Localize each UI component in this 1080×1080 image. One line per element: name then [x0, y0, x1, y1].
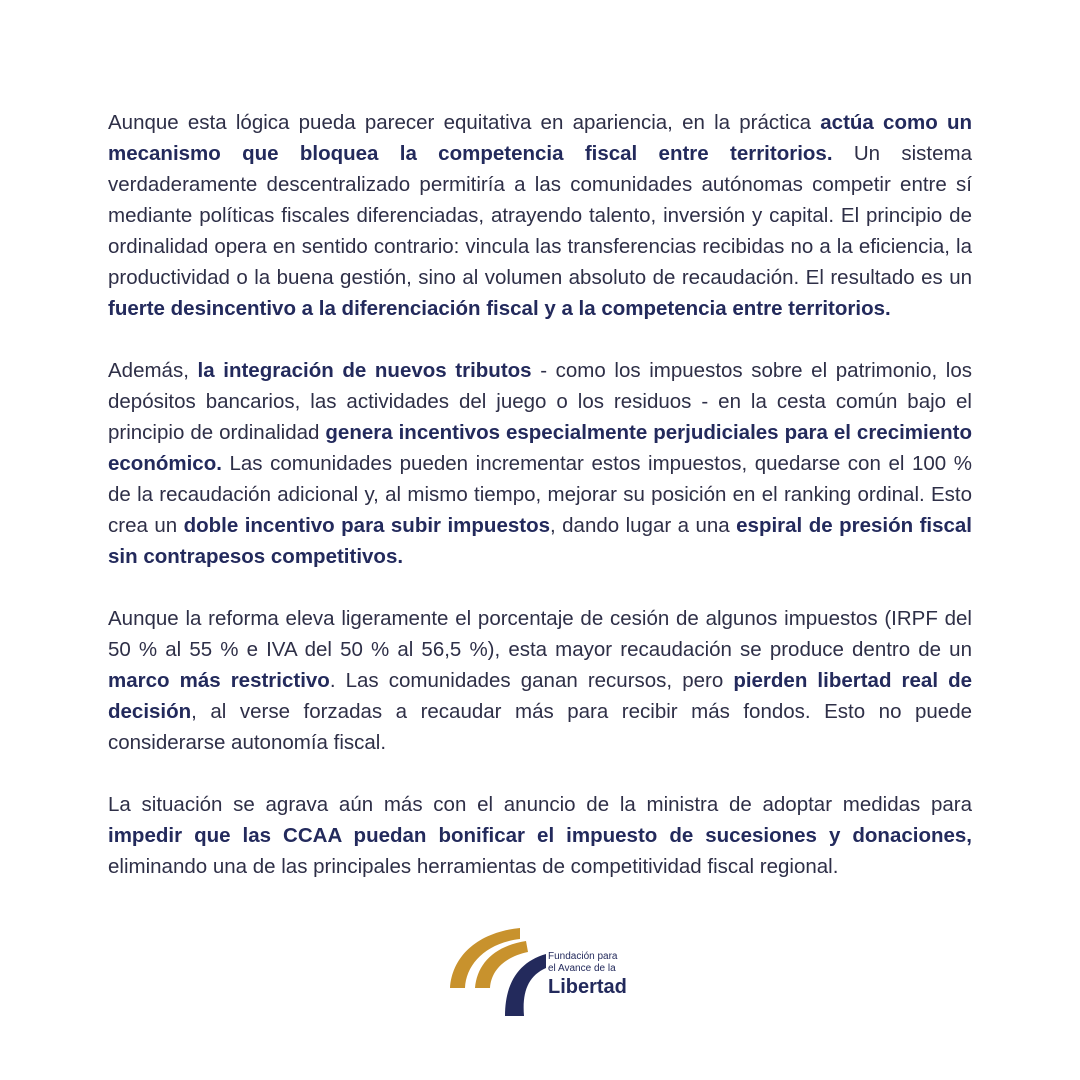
paragraph-2-text: , dando lugar a una — [550, 514, 737, 537]
paragraph-3-highlight: pierden libertad real de decisión — [108, 669, 973, 723]
paragraph-3-text: . Las comunidades ganan recursos, pero — [329, 669, 734, 692]
paragraph-4-text: La situación se agrava aún más con el anuncio de la ministra de adoptar medidas para — [108, 793, 972, 816]
paragraph-2-highlight: genera incentivos especialmente perjudiciales para el crecimiento económico. — [108, 421, 972, 475]
logo-line-2: el Avance de la — [548, 963, 616, 974]
logo-line-3: Libertad — [548, 976, 627, 998]
paragraph-2-text: Las comunidades pueden incrementar estos impuestos, quedarse con el 100 % de la recaudación adicional y, al mismo tiempo, mejorar su posición en el ranking ordinal. Esto crea un — [108, 452, 972, 537]
paragraph-1-highlight: fuerte desincentivo a la diferenciación fiscal y a la competencia entre territorios. — [108, 297, 891, 320]
paragraph-2-highlight: espiral de presión fiscal sin contrapesos competitivos. — [108, 514, 972, 568]
paragraph-2 — [108, 355, 972, 572]
arches-logo-icon — [448, 926, 548, 1018]
logo-line-1: Fundación para — [548, 951, 618, 962]
paragraph-1-highlight: actúa como un mecanismo que bloquea la competencia fiscal entre territorios. — [108, 111, 972, 165]
paragraph-1-text: Aunque esta lógica pueda parecer equitativa en apariencia, en la práctica — [108, 111, 821, 134]
paragraph-1 — [108, 107, 972, 324]
paragraph-2-highlight: la integración de nuevos tributos — [197, 359, 532, 382]
article-body — [108, 107, 972, 882]
paragraph-4 — [108, 789, 972, 882]
logo-wordmark — [548, 951, 627, 999]
paragraph-4-text: eliminando una de las principales herramientas de competitividad fiscal regional. — [108, 855, 839, 878]
paragraph-2-text: - como los impuestos sobre el patrimonio, los depósitos bancarios, las actividades del juego o los residuos - en la cesta común bajo el principio de ordinalidad — [108, 359, 972, 444]
paragraph-2-text: Además, — [108, 359, 198, 382]
paragraph-1-text: Un sistema verdaderamente descentralizado permitiría a las comunidades autónomas competir entre sí mediante políticas fiscales diferenciadas, atrayendo talento, inversión y capital. El principio de ordinalidad opera en sentido contrario: vincula las transferencias recibidas no a la eficiencia, la productividad o la buena gestión, sino al volumen absoluto de recaudación. El resultado es un — [108, 142, 972, 289]
paragraph-3-text: Aunque la reforma eleva ligeramente el porcentaje de cesión de algunos impuestos (IRPF del 50 % al 55 % e IVA del 50 % al 56,5 %), esta mayor recaudación se produce dentro de un — [108, 607, 972, 661]
paragraph-3 — [108, 603, 972, 758]
paragraph-2-highlight: doble incentivo para subir impuestos — [183, 514, 550, 537]
paragraph-3-text: , al verse forzadas a recaudar más para recibir más fondos. Esto no puede considerarse autonomía fiscal. — [108, 700, 972, 754]
paragraph-3-highlight: marco más restrictivo — [108, 669, 330, 692]
foundation-logo — [448, 926, 638, 1018]
paragraph-4-highlight: impedir que las CCAA puedan bonificar el impuesto de sucesiones y donaciones, — [108, 824, 972, 847]
